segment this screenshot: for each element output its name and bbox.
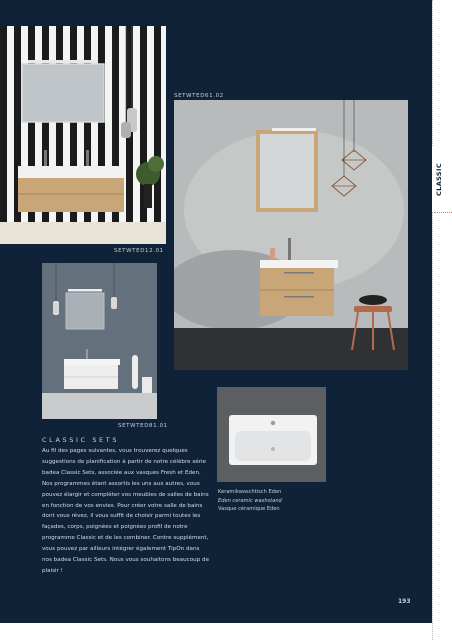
margin-dots-top [432, 0, 433, 146]
striped-bathroom-illustration [0, 26, 166, 244]
margin-dots-bottom [432, 212, 433, 640]
vasque-caption-line-1: Keramikwaschtisch Eden [218, 489, 282, 495]
margin-dots-horizontal [434, 212, 452, 213]
vasque-caption [218, 488, 282, 514]
caption-set-top-left: SETWTED12.01 [114, 248, 164, 254]
page-number: 193 [398, 598, 411, 605]
grey-bathroom-illustration [42, 263, 157, 419]
body-paragraph: Au fil des pages suivantes, vous trouverez quelques suggestions de planification à partir de notre célèbre série badea Classic Sets, associée aux vasques Fresh et Eden. Nos programmes étant assortis les uns aux autres, vous pouvez élargir et compléter vos meubles de salles de bains en fonction de vos envies. Pour créer votre salle de bains dont vous rêvez, il vous suffit de choisir parmi toutes les façades, corps, poignées et poignées profil de notre programme Classic et de les combiner. Contre supplément, vous pouvez par ailleurs intégrer également TipOn dans nos badea Classic Sets. Nous vous souhaitons beaucoup de plaisir ! [42, 448, 210, 574]
vasque-caption-line-2: Eden ceramic washstand [218, 497, 282, 504]
concrete-bathroom-illustration [174, 100, 408, 370]
caption-set-top-right: SETWTED61.02 [174, 93, 224, 99]
caption-set-middle-left: SETWTED81.01 [118, 423, 168, 429]
photo-concrete-bathroom [174, 100, 408, 370]
photo-grey-bathroom [42, 263, 157, 419]
side-tab [432, 146, 446, 210]
photo-striped-bathroom [0, 26, 166, 244]
eden-washbasin-illustration [217, 387, 326, 482]
section-title: CLASSIC SETS [42, 436, 120, 444]
side-tab-label: CLASSIC [435, 162, 443, 196]
vasque-caption-line-3: Vasque céramique Eden [218, 506, 280, 513]
photo-eden-washbasin [217, 387, 326, 482]
